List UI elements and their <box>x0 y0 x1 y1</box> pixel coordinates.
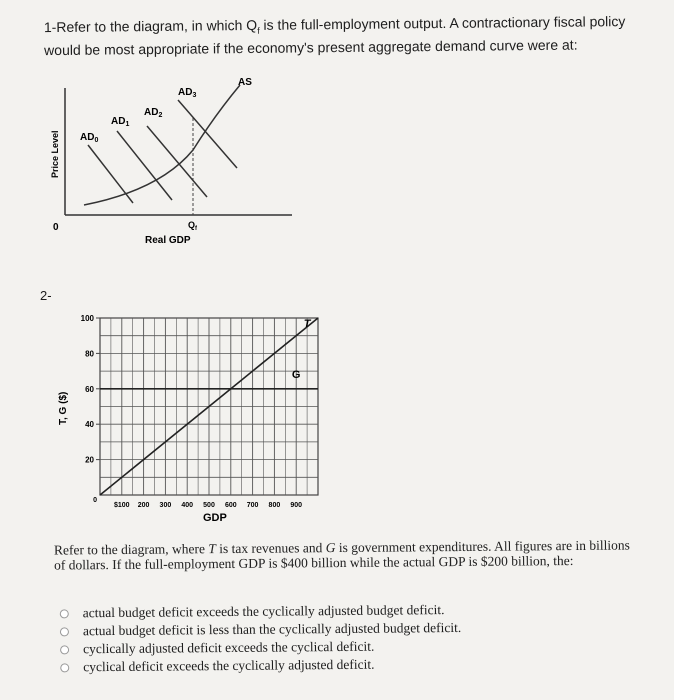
option-4[interactable]: cyclical deficit exceeds the cyclically adjusted deficit. <box>60 654 620 677</box>
t-symbol: T <box>208 541 216 557</box>
x-tick-label: 700 <box>246 502 259 509</box>
series-label-t: T <box>303 317 311 330</box>
g-symbol: G <box>325 540 336 556</box>
x-tick-label: 500 <box>203 502 215 509</box>
ad2-label: $AD_2$ <box>144 107 163 119</box>
question-2-text: Refer to the diagram, where T is tax revenues and G is government expenditures. All figures are in billions of dollars. If the full-employment GDP is $400 billion while the actual GDP is $200 billion, the: <box>53 537 630 573</box>
option-1[interactable]: actual budget deficit exceeds the cyclically adjusted budget deficit. <box>60 600 620 623</box>
x-tick-label: $100 <box>114 502 130 509</box>
series-label-g: G <box>291 369 301 382</box>
x-tick-label: 800 <box>268 502 281 509</box>
y-tick-label: 60 <box>85 384 94 394</box>
y-tick-label: 80 <box>85 349 94 359</box>
x-tick-label: 600 <box>224 502 237 509</box>
y-tick-label: 100 <box>80 314 94 323</box>
y-tick-label: 20 <box>85 455 94 465</box>
origin-label: 0 <box>53 222 59 233</box>
option-2[interactable]: actual budget deficit is less than the cyclically adjusted budget deficit. <box>60 618 620 641</box>
chart-y-axis-label: T, G ($) <box>58 391 69 425</box>
radio-button[interactable] <box>60 645 69 654</box>
y-axis-label: Price Level <box>50 130 60 178</box>
as-label: AS <box>238 77 252 88</box>
x-tick-label: 400 <box>181 502 194 509</box>
qf-axis-label: $Q_f$ <box>188 220 198 232</box>
answer-options <box>60 600 621 677</box>
question-2-number: 2- <box>40 288 52 303</box>
ad0-label: $AD_0$ <box>80 132 99 144</box>
radio-button[interactable] <box>60 609 69 618</box>
x-tick-label: 300 <box>159 502 172 509</box>
x-tick-label: 200 <box>137 502 150 509</box>
y-tick-label: 40 <box>85 420 94 430</box>
option-3[interactable]: cyclically adjusted deficit exceeds the cyclical deficit. <box>60 636 620 659</box>
ad3-label: $AD_3$ <box>178 87 197 99</box>
x-tick-label: 0 <box>93 497 97 504</box>
x-tick-label: 900 <box>290 502 303 509</box>
x-axis-label: Real GDP <box>145 235 191 246</box>
question-1-text: 1-Refer to the diagram, in which $Q_f$ is the full-employment output. A contractionary fiscal policy would be most appropriate if the economy's present aggregate demand curve were at: <box>43 13 626 58</box>
radio-button[interactable] <box>60 627 69 636</box>
radio-button[interactable] <box>60 663 69 672</box>
ad1-label: $AD_1$ <box>111 116 130 128</box>
chart-x-axis-label: GDP <box>203 512 227 524</box>
qf-symbol: $Q_f$ <box>246 16 260 36</box>
